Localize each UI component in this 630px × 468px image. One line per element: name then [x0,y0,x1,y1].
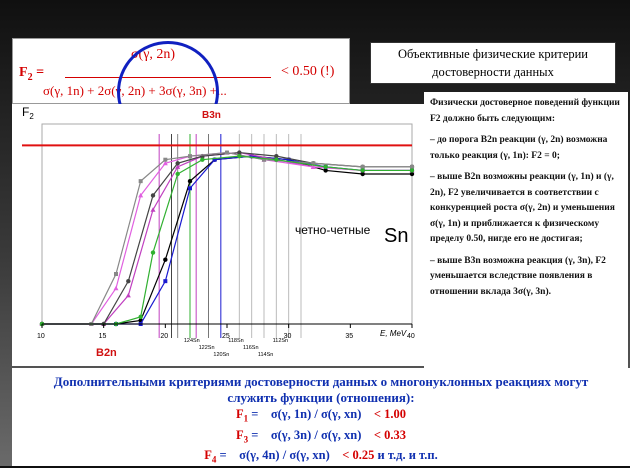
isotope-label: 116Sn [243,345,259,351]
series-line-120Sn [42,153,412,324]
x-tick-label: 40 [407,333,415,340]
data-point [138,315,142,319]
series-line-122Sn [42,153,412,324]
ratio-name: $F_3$ [235,427,249,444]
data-point [200,158,204,162]
isotope-label: 114Sn [257,352,274,358]
series-line-112Sn [42,156,412,324]
ratio-limit: < 1.00 [373,407,407,421]
ratio-tail: и т.д. и т.п. [374,448,438,462]
isotope-label: 120Sn [213,352,230,358]
ratio-name: $F_1$ [235,407,249,424]
ratio-row: $F_1$ = σ(γ, 1n) / σ(γ, xn) < 1.00 [235,407,407,424]
y-axis-label: $F_2$ [22,105,34,121]
formula-label: $F_2$ = [19,65,45,83]
plot-area [12,104,424,366]
data-point [163,279,167,283]
isotope-label: 122Sn [198,345,215,351]
data-point [175,161,179,165]
data-point [323,165,327,169]
additional-line-1: Дополнительными критериями достоверности данных о многонуклонных реакциях могут [53,374,589,389]
formula-denominator: σ(γ, 1n) + 2σ(γ, 2n) + 3σ(γ, 3n) +... [43,83,227,98]
title-box [370,42,616,84]
criteria-item-2: – выше B2n возможны реакции (γ, 1n) и (γ, 2n), F2 увеличивается в соответствии с конкуренцией роста σ(γ, 2n) и уменьшения σ(γ, 1n) и приближается к физическому пределу 0.50, нигде его не достигая; [430,172,615,244]
data-point [163,158,167,162]
ratio-limit: < 0.33 [373,427,407,442]
data-point [139,179,143,183]
data-point [175,172,179,176]
b3n-label: B3n [202,110,221,121]
data-point [151,207,156,212]
data-point [151,250,155,254]
isotope-label: 118Sn [228,338,244,344]
x-axis-label: E, MeV [380,329,407,338]
x-tick-label: 35 [345,333,354,340]
additional-criteria-box [12,368,630,466]
data-point [237,154,241,158]
data-point [274,158,278,162]
series-line-114Sn [42,156,412,324]
formula-numerator: σ(γ, 2n) [131,47,176,62]
data-point [410,168,414,172]
ratio-expression: σ(γ, 4n) / σ(γ, xn) [239,448,343,462]
ratio-name: $F_4$ [204,448,217,465]
data-point [126,279,130,283]
data-point [114,286,119,291]
annotation-text: четно-четные [295,223,371,237]
ratio-expression: σ(γ, 3n) / σ(γ, xn) [270,427,374,442]
x-tick-label: 20 [160,333,169,340]
formula-limit: < 0.50 (!) [281,64,335,79]
data-point [188,186,192,190]
data-point [225,151,229,155]
ratio-list [12,406,630,468]
series-line-118Sn [42,153,412,324]
series-line-116Sn [42,153,412,324]
data-point [188,154,192,158]
x-tick-label: 30 [283,333,292,340]
b2n-label: B2n [96,347,117,359]
ratio-row: $F_3$ = σ(γ, 3n) / σ(γ, xn) < 0.33 [235,427,407,444]
ratio-row: $F_4$ = σ(γ, 4n) / σ(γ, xn) < 0.25 и т.д. и т.п. [204,448,438,465]
chart-series [40,150,415,326]
data-point [126,293,131,298]
criteria-item-1: – до порога B2n реакции (γ, 2n) возможна только реакция (γ, 1n): F2 = 0; [430,135,608,161]
x-tick-label: 15 [98,333,107,340]
title-line-2: достоверности данных [432,65,554,79]
ratio-expression: σ(γ, 1n) / σ(γ, xn) [270,407,374,421]
formula-box [12,38,350,104]
criteria-item-3: – выше B3n возможна реакция (γ, 3n), F2 уменьшается вследствие появления в отношении вклада 3σ(γ, 3n). [430,255,606,297]
isotope-label: 112Sn [272,338,289,344]
threshold-lines [159,134,301,338]
data-point [188,179,192,183]
data-point [163,258,167,262]
x-tick-label: 10 [37,333,45,340]
title-line-1: Объективные физические критерии [397,47,588,61]
x-tick-label: 25 [222,333,230,340]
criteria-text-box [424,92,628,368]
data-point [360,168,364,172]
data-point [114,272,118,276]
f2-chart [12,104,424,366]
x-axis [37,324,415,358]
series-line-124Sn [42,156,412,324]
data-point [151,193,155,197]
isotope-label: 124Sn [183,338,200,344]
additional-line-2: служить функции (отношения): [227,390,415,405]
ratio-limit: < 0.25 [342,448,375,462]
criteria-intro: Физически достоверное поведений функции F2 должно быть следующим: [430,98,620,124]
annotation-sn: Sn [384,225,409,247]
